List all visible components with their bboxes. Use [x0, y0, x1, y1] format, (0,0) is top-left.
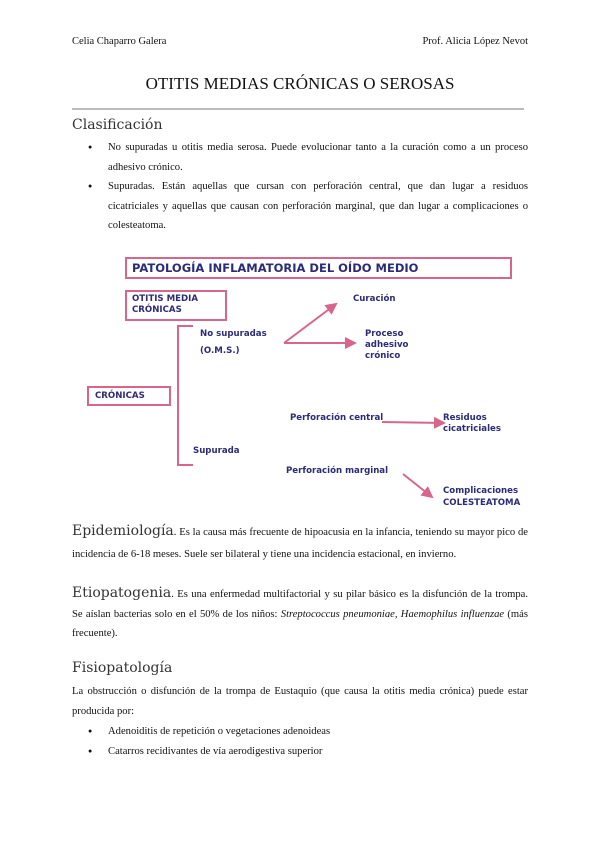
cronicas-box: CRÓNICAS: [87, 386, 171, 406]
otitis-box: OTITIS MEDIA CRÓNICAS: [125, 290, 227, 321]
epidemiologia-paragraph: [72, 520, 528, 566]
complicaciones-label: Complicaciones: [443, 486, 519, 496]
author-header: Celia Chaparro Galera: [72, 36, 167, 47]
epidemiologia-heading: Epidemiología: [72, 523, 174, 539]
residuos-label: Residuos cicatriciales: [443, 413, 501, 434]
perf-central-label: Perforación central: [290, 413, 384, 423]
etiopatogenia-text: . Es una enfermedad multifactorial y su pilar básico es la disfunción de la trompa. Se aíslan bacterias solo en el 50% de los niños:: [72, 589, 528, 620]
diagram-title-box: PATOLOGÍA INFLAMATORIA DEL OÍDO MEDIO: [125, 257, 512, 279]
etiopatogenia-paragraph: [72, 584, 528, 644]
colesteatoma-label: COLESTEATOMA: [443, 498, 521, 508]
list-item: ● Supuradas. Están aquellas que cursan con perforación central, que dan lugar a residuos cicatriciales y aquellas que causan con perforación marginal, que dan lugar a complicaciones o colesteatoma.: [72, 177, 528, 236]
bracket: [178, 326, 193, 465]
epidemiologia-text: . Es la causa más frecuente de hipoacusia en la infancia, teniendo su mayor pico de incidencia de 6-18 meses. Suele ser bilateral y tiene una incidencia estacional, en invierno.: [72, 527, 528, 560]
oms-label: (O.M.S.): [200, 346, 240, 356]
fisiopatologia-heading: Fisiopatología: [72, 660, 173, 676]
etiopatogenia-tail: (más frecuente).: [72, 608, 529, 640]
professor-header: Prof. Alicia López Nevot: [422, 36, 528, 47]
no-supuradas-label: No supuradas: [200, 329, 267, 339]
list-item: ● Catarros recidivantes de vía aerodigestiva superior: [72, 742, 528, 762]
clasificacion-heading: Clasificación: [72, 117, 163, 133]
fisiopatologia-list: [72, 722, 528, 761]
arrow-complicaciones: [403, 474, 432, 497]
perf-marginal-label: Perforación marginal: [286, 466, 389, 476]
species-text: Streptococcus pneumoniae, Haemophilus influenzae: [280, 608, 505, 620]
arrow-curacion: [284, 304, 336, 343]
arrow-residuos: [382, 422, 444, 423]
proceso-label: Proceso adhesivo crónico: [365, 329, 409, 361]
clasificacion-list: [72, 138, 528, 236]
list-item: ● No supuradas u otitis media serosa. Puede evolucionar tanto a la curación como a un proceso adhesivo crónico.: [72, 138, 528, 177]
supurada-label: Supurada: [193, 446, 240, 456]
curacion-label: Curación: [353, 294, 396, 304]
fisiopatologia-text: La obstrucción o disfunción de la trompa de Eustaquio (que causa la otitis media crónica) puede estar producida por:: [72, 686, 528, 717]
title-divider: [72, 108, 524, 110]
page-title: OTITIS MEDIAS CRÓNICAS O SEROSAS: [145, 74, 455, 93]
etiopatogenia-heading: Etiopatogenia: [72, 585, 172, 601]
list-item: ● Adenoiditis de repetición o vegetaciones adenoideas: [72, 722, 528, 742]
